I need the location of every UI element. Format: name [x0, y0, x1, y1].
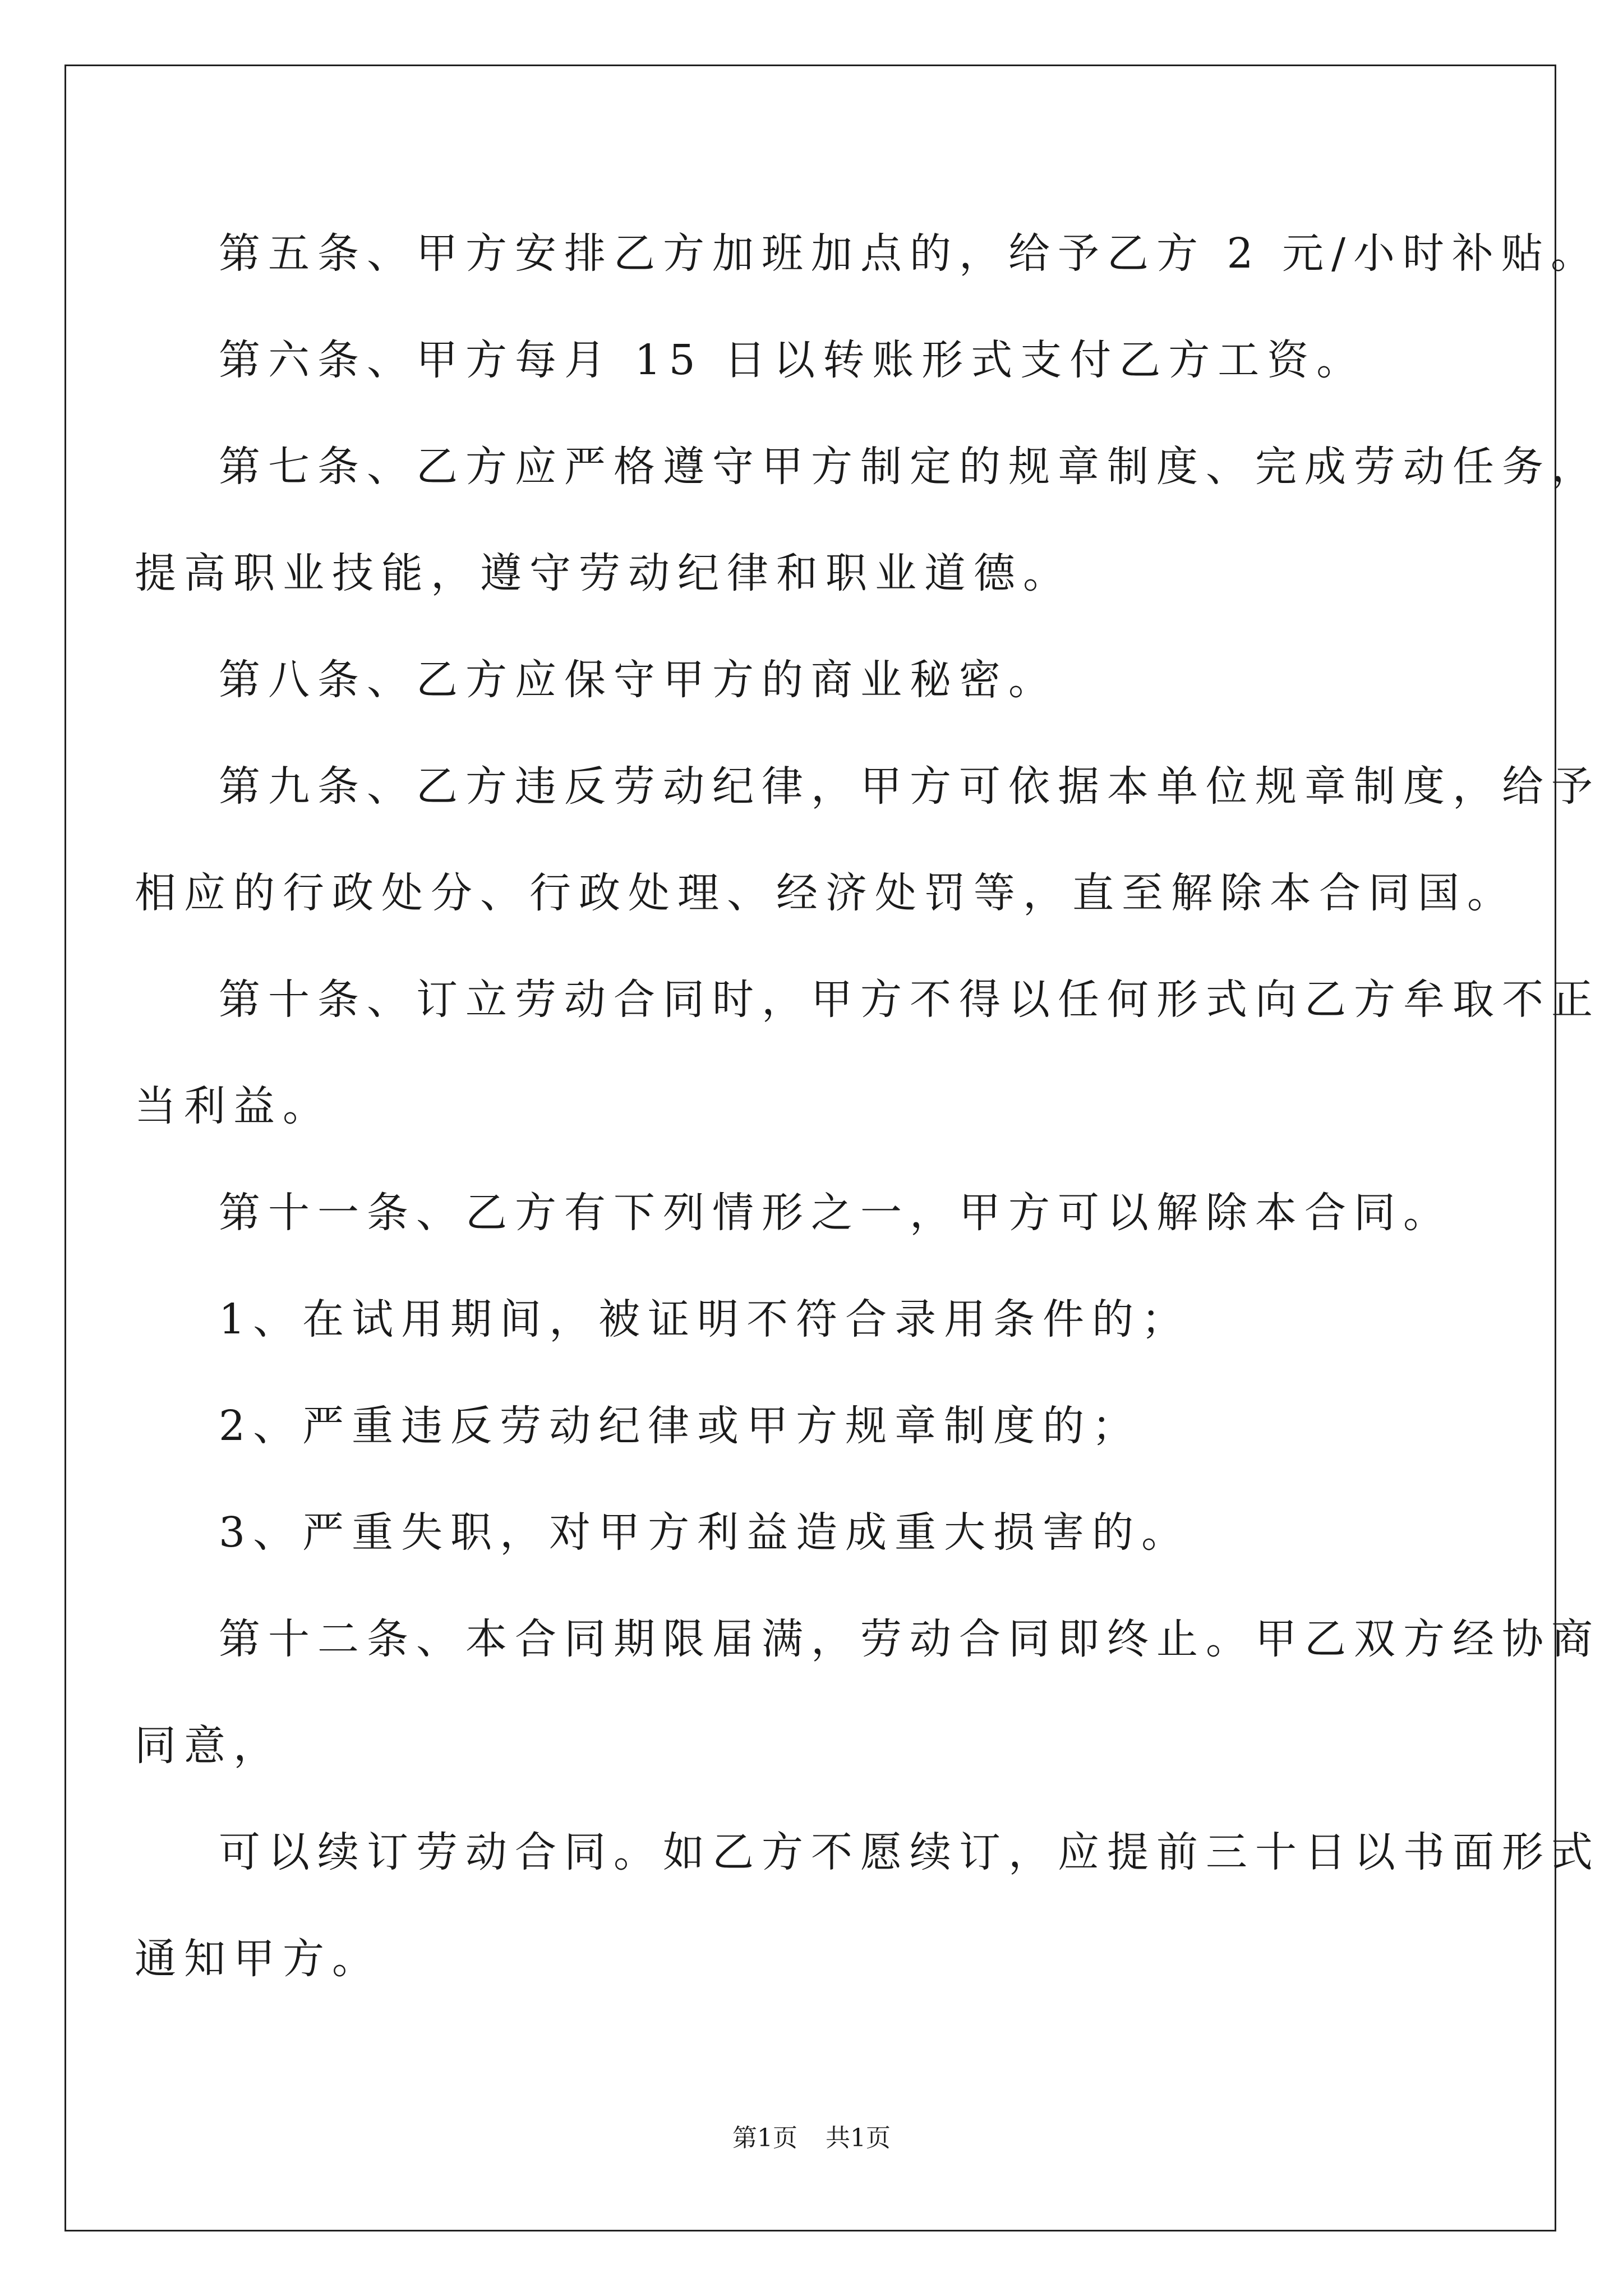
list-item: 2、严重违反劳动纪律或甲方规章制度的；	[219, 1402, 1142, 1450]
paragraph-line: 当利益。	[135, 1082, 332, 1130]
paragraph-line: 第十条、订立劳动合同时，甲方不得以任何形式向乙方牟取不正	[219, 976, 1601, 1024]
paragraph-line: 相应的行政处分、行政处理、经济处罚等，直至解除本合同国。	[135, 869, 1516, 917]
paragraph-line: 第十二条、本合同期限届满，劳动合同即终止。甲乙双方经协商	[219, 1615, 1601, 1663]
page-footer	[0, 2122, 1623, 2155]
total-page-count: 共1页	[826, 2124, 891, 2152]
list-item: 1、在试用期间，被证明不符合录用条件的；	[219, 1295, 1191, 1343]
paragraph-line: 第十一条、乙方有下列情形之一，甲方可以解除本合同。	[219, 1189, 1453, 1237]
paragraph-line: 同意，	[135, 1722, 283, 1770]
paragraph-line: 通知甲方。	[135, 1935, 381, 1983]
current-page-number: 第1页	[732, 2124, 797, 2152]
paragraph-line: 第六条、甲方每月 15 日以转账形式支付乙方工资。	[219, 336, 1366, 384]
paragraph-line: 第八条、乙方应保守甲方的商业秘密。	[219, 656, 1058, 704]
paragraph-line: 第七条、乙方应严格遵守甲方制定的规章制度、完成劳动任务，	[219, 443, 1601, 491]
list-item: 3、严重失职，对甲方利益造成重大损害的。	[219, 1508, 1191, 1557]
paragraph-line: 可以续订劳动合同。如乙方不愿续订，应提前三十日以书面形式	[219, 1828, 1601, 1876]
paragraph-line: 提高职业技能，遵守劳动纪律和职业道德。	[135, 549, 1072, 597]
paragraph-line: 第五条、甲方安排乙方加班加点的，给予乙方 2 元/小时补贴。	[219, 229, 1601, 278]
paragraph-line: 第九条、乙方违反劳动纪律，甲方可依据本单位规章制度，给予	[219, 762, 1601, 811]
page-border	[64, 65, 1556, 2231]
